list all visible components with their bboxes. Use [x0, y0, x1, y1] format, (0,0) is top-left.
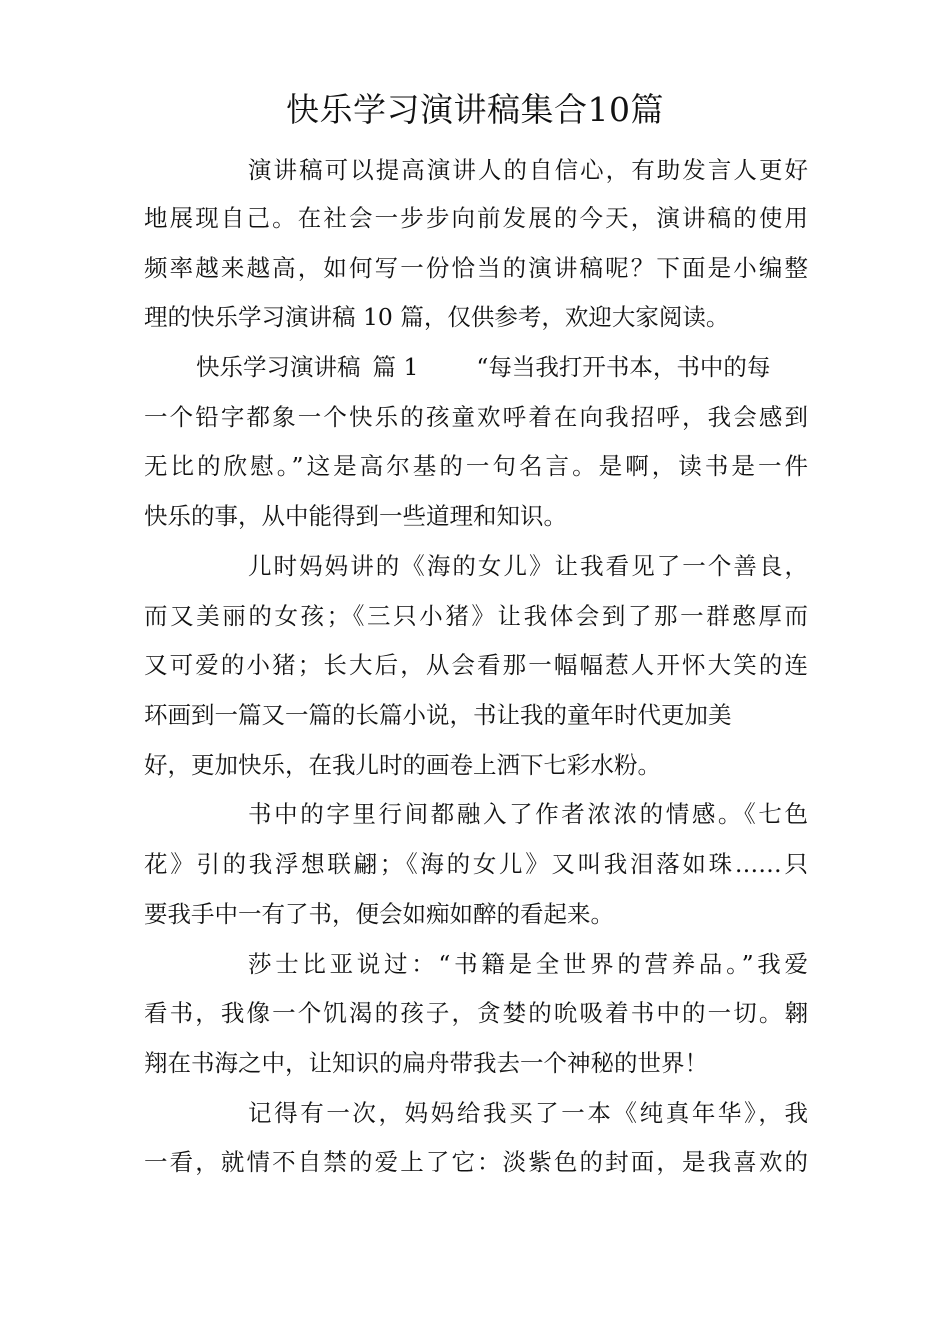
paragraph-line: 一看，就情不自禁的爱上了它：淡紫色的封面，是我喜欢的	[144, 1148, 808, 1176]
paragraph-line: 书中的字里行间都融入了作者浓浓的情感。《七色	[248, 800, 808, 828]
paragraph-line: 快乐的事，从中能得到一些道理和知识。	[144, 502, 567, 530]
intro-line: 理的快乐学习演讲稿 10 篇，仅供参考，欢迎大家阅读。	[144, 303, 730, 331]
section-heading-text: “每当我打开书本，书中的每	[476, 353, 771, 381]
section-heading-number: 篇 1	[372, 353, 419, 381]
paragraph-line: 又可爱的小猪；长大后，从会看那一幅幅惹人开怀大笑的连	[144, 651, 808, 679]
intro-line: 演讲稿可以提高演讲人的自信心，有助发言人更好	[248, 156, 808, 184]
document-title: 快乐学习演讲稿集合10篇	[286, 90, 664, 129]
paragraph-line: 记得有一次，妈妈给我买了一本《纯真年华》，我	[248, 1099, 808, 1127]
paragraph-line: 无比的欣慰。”这是高尔基的一句名言。是啊，读书是一件	[144, 452, 808, 480]
paragraph-line: 要我手中一有了书，便会如痴如醉的看起来。	[144, 900, 614, 928]
paragraph-line: 翔在书海之中，让知识的扁舟带我去一个神秘的世界！	[144, 1049, 708, 1077]
paragraph-line: 一个铅字都象一个快乐的孩童欢呼着在向我招呼，我会感到	[144, 403, 808, 431]
paragraph-line: 环画到一篇又一篇的长篇小说，书让我的童年时代更加美	[144, 701, 732, 729]
paragraph-line: 而又美丽的女孩；《三只小猪》让我体会到了那一群憨厚而	[144, 602, 808, 630]
paragraph-line: 莎士比亚说过：“书籍是全世界的营养品。”我爱	[248, 950, 808, 978]
paragraph-line: 花》引的我浮想联翩；《海的女儿》又叫我泪落如珠……只	[144, 850, 808, 878]
intro-line: 地展现自己。在社会一步步向前发展的今天，演讲稿的使用	[144, 204, 808, 232]
section-heading-line	[196, 351, 808, 383]
intro-line: 频率越来越高，如何写一份恰当的演讲稿呢？下面是小编整	[144, 254, 808, 282]
paragraph-line: 儿时妈妈讲的《海的女儿》让我看见了一个善良，	[248, 552, 808, 580]
paragraph-line: 看书，我像一个饥渴的孩子，贪婪的吮吸着书中的一切。翱	[144, 999, 808, 1027]
paragraph-line: 好，更加快乐，在我儿时的画卷上洒下七彩水粉。	[144, 751, 661, 779]
section-heading-title: 快乐学习演讲稿	[196, 353, 361, 381]
